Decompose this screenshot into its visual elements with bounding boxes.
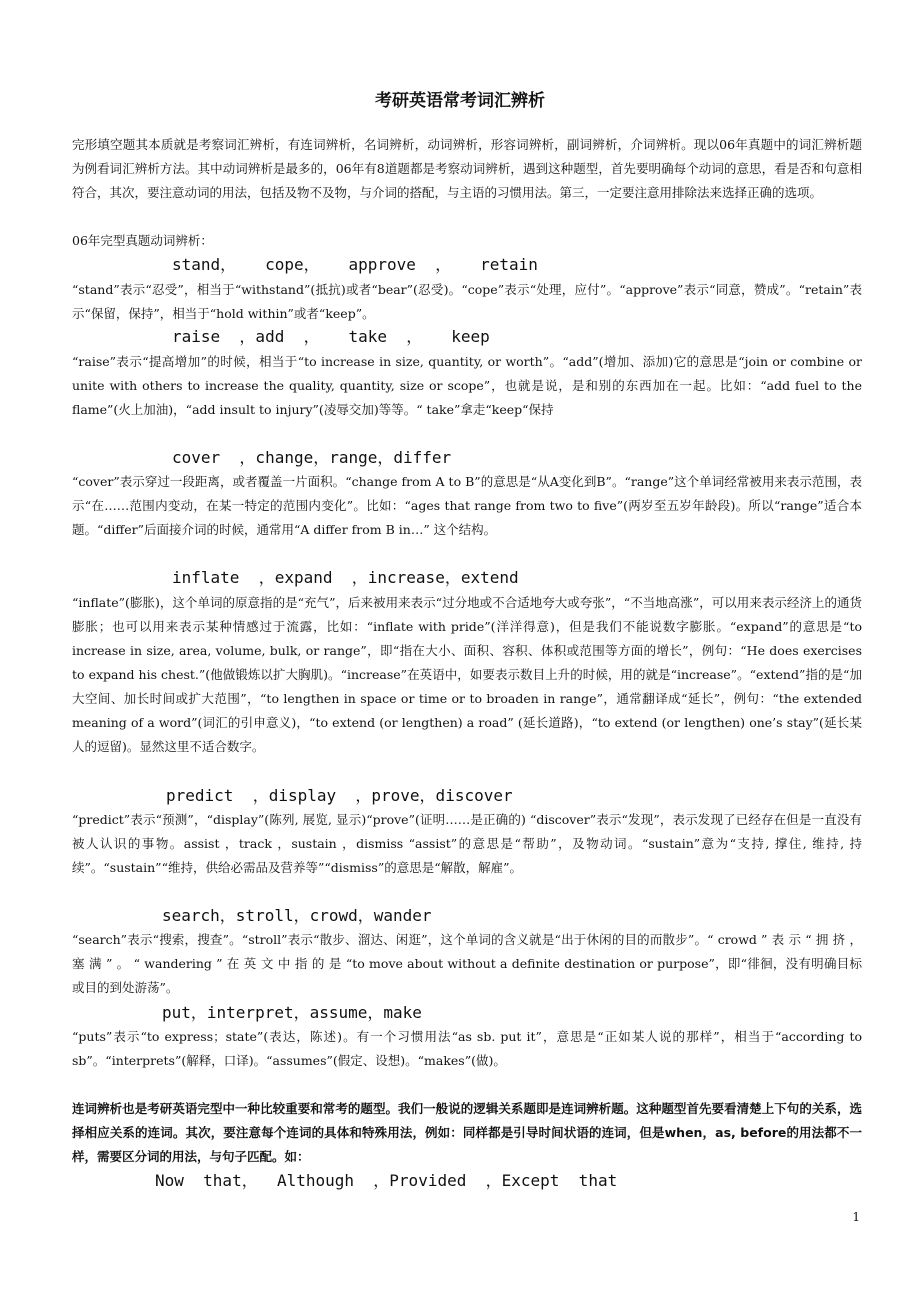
intro-paragraph: 完形填空题其本质就是考察词汇辨析，有连词辨析，名词辨析，动词辨析，形容词辨析，副词辨析，介词辨析。现以06年真题中的词汇辨析题为例看词汇辨析方法。其中动词辨析是最多的，06年有8道题都是考察动词辨析，遇到这种题型，首先要明确每个动词的意思，看是否和句意相符合，其次，要注意动词的用法，包括及物不及物，与介词的搭配，与主语的习惯用法。第三，一定要注意用排除法来选择正确的选项。 — [72, 137, 862, 200]
group-text-4: “inflate”(膨胀)，这个单词的原意指的是“充气”，后来被用来表示“过分地或不合适地夸大或夸张”，“不当地高涨”，可以用来表示经济上的通货膨胀；也可以用来表示某种情感过于流露，比如：“inflate with pride”(洋洋得意)，但是我们不能说数字膨胀。“expand”的意思是“to increase in size, area, volume, bulk, or range”，即“指在大小、面积、容积、体积或范围等方面的增长”，例句：“He does exercises to expand his chest.”(他做锻炼以扩大胸肌)。“increase”在英语中，如要表示数目上升的时候，用的就是“increase”。“extend”指的是“加大空间、加长时间或扩大范围”，“to lengthen in space or time or to broaden in range”，通常翻译成“延长”，例句：“the extended meaning of a word”(词汇的引申意义)，“to extend (or lengthen) a road” (延长道路)，“to extend (or lengthen) one’s stay”(延长某人的逗留)。显然这里不适合数字。 — [72, 595, 862, 754]
group-heading-3: cover ，change，range，differ — [172, 448, 452, 467]
group-heading-1: stand， cope， approve ， retain — [172, 255, 538, 274]
group-text-2: “raise”表示“提高增加”的时候，相当于“to increase in size, quantity, or worth”。“add”(增加、添加)它的意思是“join or combine or unite with others to increase the quality, quantity, size or scope”，也就是说，是和别的东西加在一起。比如：“add fuel to the flame”(火上加油)，“add insult to injury”(凌辱交加)等等。“ take”拿走“keep“保持 — [72, 354, 862, 417]
group-text-6: “search”表示“搜索，搜查”。“stroll”表示“散步、溜达、闲逛”，这个单词的含义就是“出于休闲的目的而散步”。“ crowd ” 表 示 “ 拥 挤 ， 塞 满 ” 。 “ wandering ” 在 英 文 中 指 的 是 “to move about without a definite destination or purpose”，即“徘徊，没有明确目标或目的到处游荡”。 — [72, 932, 862, 995]
group-heading-2: raise ，add ， take ， keep — [172, 327, 490, 346]
group-heading-4: inflate ，expand ，increase，extend — [172, 568, 519, 587]
group-text-5: “predict”表示“预测”，“display”(陈列, 展览, 显示)“prove”(证明……是正确的) “discover”表示“发现”，表示发现了已经存在但是一直没有被人认识的事物。assist ，track ，sustain ，dismiss “assist”的意思是“帮助”，及物动词。“sustain”意为“支持, 撑住, 维持, 持续”。“sustain”“维持，供给必需品及营养等”“dismiss”的意思是“解散，解雇”。 — [72, 812, 862, 875]
group-heading-7: put，interpret，assume，make — [162, 1003, 422, 1022]
subheading: 06年完型真题动词辨析： — [72, 233, 213, 248]
group-text-7: “puts”表示“to express；state”(表达，陈述)。有一个习惯用法“as sb. put it”，意思是“正如某人说的那样”，相当于“according to sb”。“interprets”(解释，口译)。“assumes”(假定、设想)。“makes”(做)。 — [72, 1029, 862, 1068]
conjunction-paragraph: 连词辨析也是考研英语完型中一种比较重要和常考的题型。我们一般说的逻辑关系题即是连词辨析题。这种题型首先要看清楚上下句的关系，选择相应关系的连词。其次，要注意每个连词的具体和特殊用法，例如：同样都是引导时间状语的连词，但是when，as, before的用法都不一样，需要区分词的用法，与句子匹配。如： — [72, 1101, 862, 1164]
group-heading-5: predict ，display ，prove，discover — [166, 786, 513, 805]
page-title: 考研英语常考词汇辨析 — [375, 91, 545, 111]
group-text-1: “stand”表示“忍受”，相当于“withstand”(抵抗)或者“bear”(忍受)。“cope”表示“处理，应付”。“approve”表示“同意，赞成”。“retain”表示“保留，保持”，相当于“hold within”或者“keep”。 — [72, 282, 862, 321]
group-text-3: “cover”表示穿过一段距离，或者覆盖一片面积。“change from A to B”的意思是“从A变化到B”。“range”这个单词经常被用来表示范围，表示“在……范围内变动，在某一特定的范围内变化”。比如：“ages that range from two to five”(两岁至五岁年龄段)。所以“range”适合本题。“differ”后面接介词的时候，通常用“A differ from B in…” 这个结构。 — [72, 474, 862, 537]
page-number: 1 — [852, 1210, 860, 1224]
group-heading-6: search，stroll，crowd，wander — [162, 906, 432, 925]
conjunction-heading: Now that， Although ，Provided ，Except that — [155, 1171, 618, 1190]
